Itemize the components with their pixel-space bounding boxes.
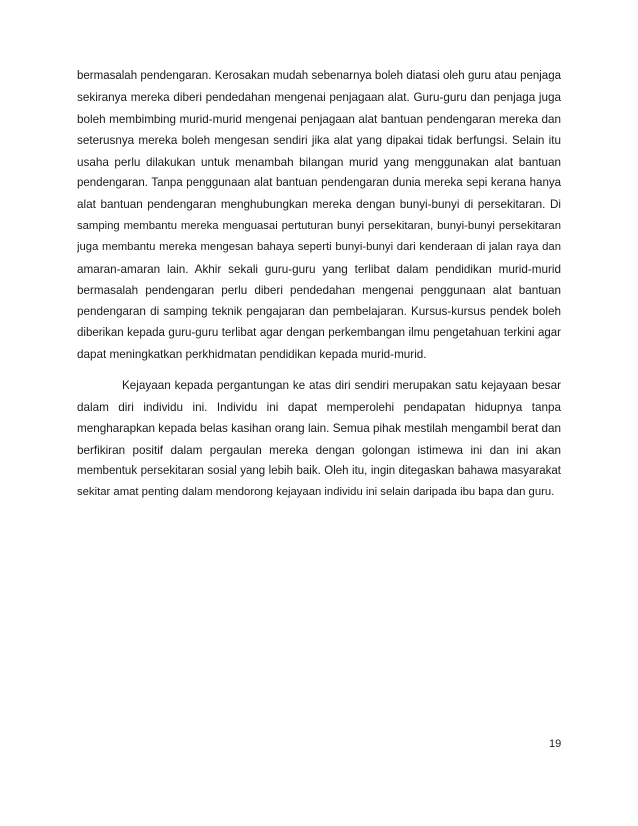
text-line: berfikiran positif dalam pergaulan mereka dengan golongan istimewa ini dan ini akan <box>77 443 561 457</box>
text-line: bermasalah pendengaran. Kerosakan mudah sebenarnya boleh diatasi oleh guru atau penjaga <box>77 70 561 82</box>
text-line: dapat meningkatkan perkhidmatan pendidikan kepada murid-murid. <box>77 348 427 362</box>
text-line: amaran-amaran lain. Akhir sekali guru-guru yang terlibat dalam pendidikan murid-murid <box>77 262 561 276</box>
paragraph-1 <box>77 66 561 365</box>
text-line: bermasalah pendengaran perlu diberi pendedahan mengenai penggunaan alat bantuan <box>77 283 561 297</box>
text-line: diberikan kepada guru-guru terlibat agar dengan perkembangan ilmu pengetahuan terkini agar <box>77 326 561 339</box>
body-text <box>77 66 561 504</box>
text-line: pendengaran di samping teknik pengajaran dan pembelajaran. Kursus-kursus pendek boleh <box>77 305 561 319</box>
text-line: sekiranya mereka diberi pendedahan mengenai penjagaan alat. Guru-guru dan penjaga juga <box>77 91 561 105</box>
text-line: samping membantu mereka menguasai pertuturan bunyi persekitaran, bunyi-bunyi persekitaran <box>77 219 561 232</box>
text-line: mengharapkan kepada belas kasihan orang lain. Semua pihak mestilah mengambil berat dan <box>77 422 561 436</box>
text-line: juga membantu mereka mengesan bahaya seperti bunyi-bunyi dari kenderaan di jalan raya dan <box>77 241 561 254</box>
text-line: alat bantuan pendengaran menghubungkan mereka dengan bunyi-bunyi di persekitaran. Di <box>77 198 561 212</box>
text-line: sekitar amat penting dalam mendorong kejayaan individu ini selain daripada ibu bapa dan guru. <box>77 486 555 499</box>
text-line: membentuk persekitaran sosial yang lebih baik. Oleh itu, ingin ditegaskan bahawa masyarakat <box>77 465 561 478</box>
text-line: usaha perlu dilakukan untuk menambah bilangan murid yang menggunakan alat bantuan <box>77 155 561 169</box>
text-line: dalam diri individu ini. Individu ini dapat memperolehi pendapatan hidupnya tanpa <box>77 400 561 414</box>
text-line: pendengaran. Tanpa penggunaan alat bantuan pendengaran dunia mereka sepi kerana hanya <box>77 176 561 189</box>
page-number: 19 <box>549 738 562 750</box>
text-line: seterusnya mereka boleh mengesan sendiri jika alat yang dipakai tidak berfungsi. Selain itu <box>77 134 561 148</box>
text-line: Kejayaan kepada pergantungan ke atas diri sendiri merupakan satu kejayaan besar <box>122 379 561 393</box>
paragraph-2 <box>77 375 561 503</box>
text-line: boleh membimbing murid-murid mengenai penjagaan alat bantuan pendengaran mereka dan <box>77 112 561 126</box>
